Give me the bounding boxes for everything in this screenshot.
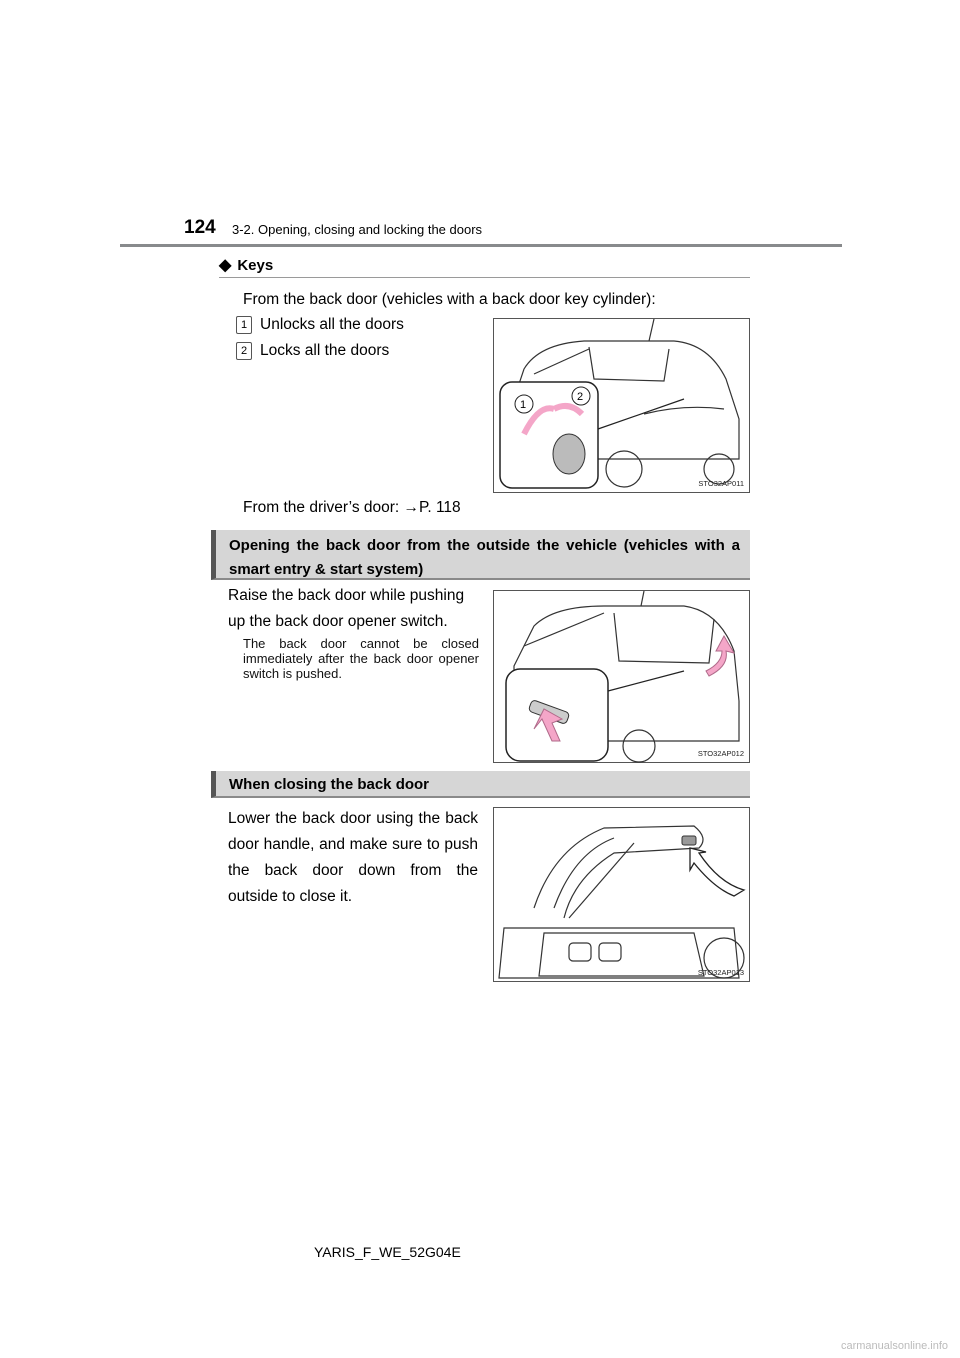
svg-text:2: 2 bbox=[577, 391, 584, 403]
keys-item-1-label: Unlocks all the doors bbox=[260, 316, 404, 333]
figure-code-2: STO32AP012 bbox=[697, 749, 744, 758]
svg-text:1: 1 bbox=[520, 399, 527, 411]
figure-closing-door bbox=[493, 807, 750, 982]
figure-code-1: STO32AP011 bbox=[698, 479, 744, 488]
figure-opener-switch bbox=[493, 590, 750, 763]
num-badge-2: 2 bbox=[236, 342, 252, 360]
section-heading-closing: When closing the back door bbox=[211, 771, 750, 798]
opener-switch-illustration bbox=[494, 591, 751, 764]
raise-back-door-text: Raise the back door while pushing up the back door opener switch. bbox=[228, 587, 465, 630]
keys-intro: From the back door (vehicles with a back door key cylinder): bbox=[243, 291, 656, 308]
drivers-door-ref: From the driver’s door: →P. 118 bbox=[243, 499, 461, 516]
num-badge-1: 1 bbox=[236, 316, 252, 334]
header-rule bbox=[120, 244, 842, 247]
keys-heading bbox=[219, 255, 273, 275]
figure-back-door-key bbox=[493, 318, 750, 493]
closing-back-door-text: Lower the back door using the back door handle, and make sure to push the back door down from the outside to close it. bbox=[228, 810, 478, 905]
watermark: carmanualsonline.info bbox=[840, 1340, 948, 1352]
keys-item-2-label: Locks all the doors bbox=[260, 342, 390, 359]
keys-item-2 bbox=[236, 338, 389, 364]
keys-item-1 bbox=[236, 312, 404, 338]
opener-note: The back door cannot be closed immediately after the back door opener switch is pushed. bbox=[243, 636, 479, 681]
section-heading-opening: Opening the back door from the outside the vehicle (vehicles with a smart entry & start system) bbox=[211, 530, 750, 580]
page-number: 124 bbox=[184, 217, 216, 238]
document-code: YARIS_F_WE_52G04E bbox=[314, 1244, 461, 1260]
keys-heading-label: Keys bbox=[237, 257, 274, 274]
diamond-icon: ◆ bbox=[219, 257, 232, 274]
car-key-illustration bbox=[494, 319, 751, 494]
keys-rule bbox=[219, 277, 750, 278]
figure-code-3: STO32AP013 bbox=[697, 968, 744, 977]
closing-door-illustration bbox=[494, 808, 751, 983]
chapter-title: 3-2. Opening, closing and locking the doors bbox=[232, 222, 483, 237]
